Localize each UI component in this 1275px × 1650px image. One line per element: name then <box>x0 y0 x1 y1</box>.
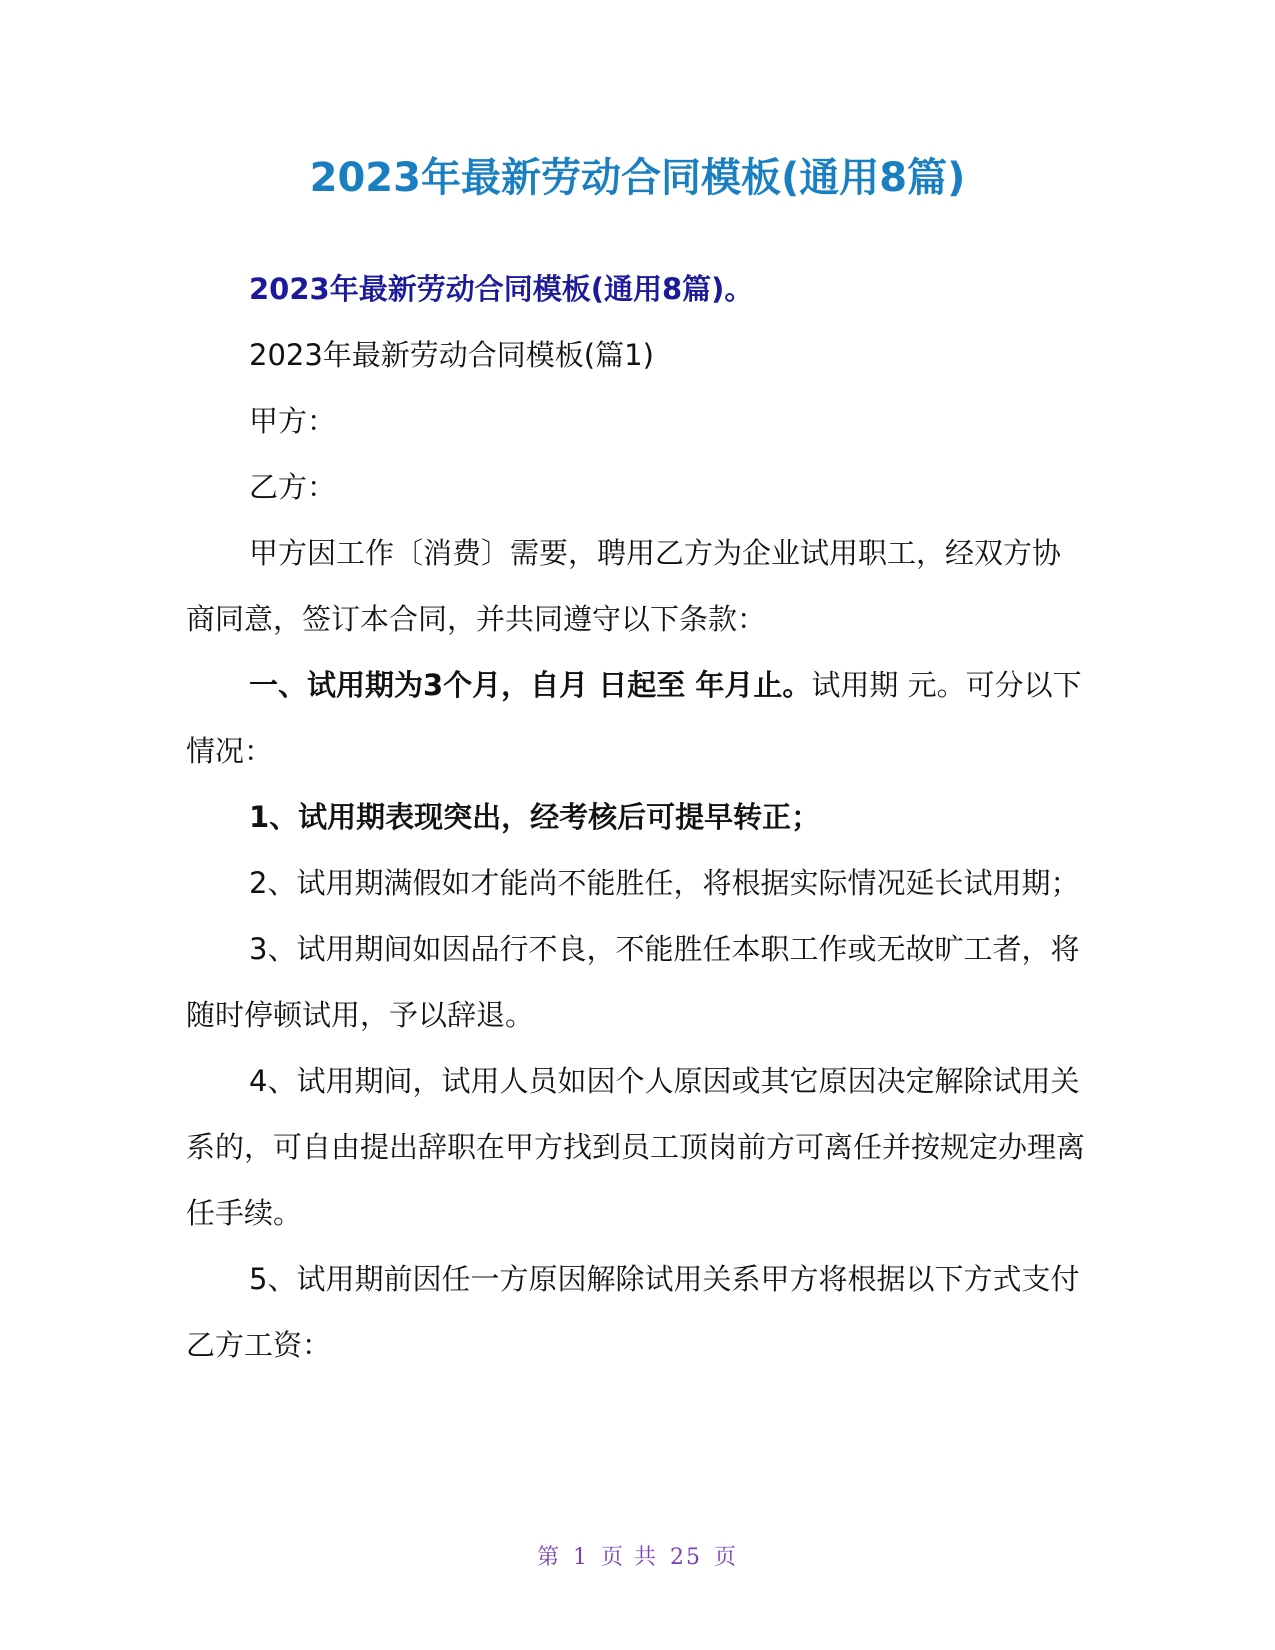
footer-suffix: 页 <box>714 1545 739 1570</box>
item-4: 4、试用期间，试用人员如因个人原因或其它原因决定解除试用关系的，可自由提出辞职在甲方找到员工顶岗前方可离任并按规定办理离任手续。 <box>186 1064 1086 1230</box>
item-1: 1、试用期表现突出，经考核后可提早转正； <box>249 800 821 834</box>
footer-prefix: 第 <box>536 1545 561 1570</box>
item-3: 3、试用期间如因品行不良，不能胜任本职工作或无故旷工者，将随时停顿试用，予以辞退。 <box>186 932 1080 1032</box>
clause-1-paragraph <box>186 652 1088 784</box>
document-body <box>186 256 1088 1378</box>
document-title: 2023年最新劳动合同模板(通用8篇) <box>309 155 966 201</box>
intro-paragraph: 甲方因工作〔消费〕需要，聘用乙方为企业试用职工，经双方协商同意，签订本合同，并共同遵守以下条款： <box>186 536 1062 636</box>
page-footer <box>0 1540 1275 1571</box>
item-2: 2、试用期满假如才能尚不能胜任，将根据实际情况延长试用期； <box>249 866 1080 900</box>
party-b-line: 乙方： <box>249 470 337 504</box>
item-5: 5、试用期前因任一方原因解除试用关系甲方将根据以下方式支付乙方工资： <box>186 1262 1080 1362</box>
clause-1-rest: 试用期 元。可分以下情况： <box>186 668 1082 768</box>
clause-1-bold: 一、试用期为3个月，自月 日起至 年月止。 <box>249 668 812 702</box>
footer-total-pages: 25 <box>670 1545 702 1570</box>
footer-page-number: 1 <box>573 1545 589 1570</box>
document-subtitle: 2023年最新劳动合同模板(通用8篇)。 <box>249 272 754 306</box>
party-a-line: 甲方： <box>249 404 337 438</box>
footer-middle: 页 共 <box>601 1545 658 1570</box>
section-heading: 2023年最新劳动合同模板(篇1) <box>249 338 654 372</box>
